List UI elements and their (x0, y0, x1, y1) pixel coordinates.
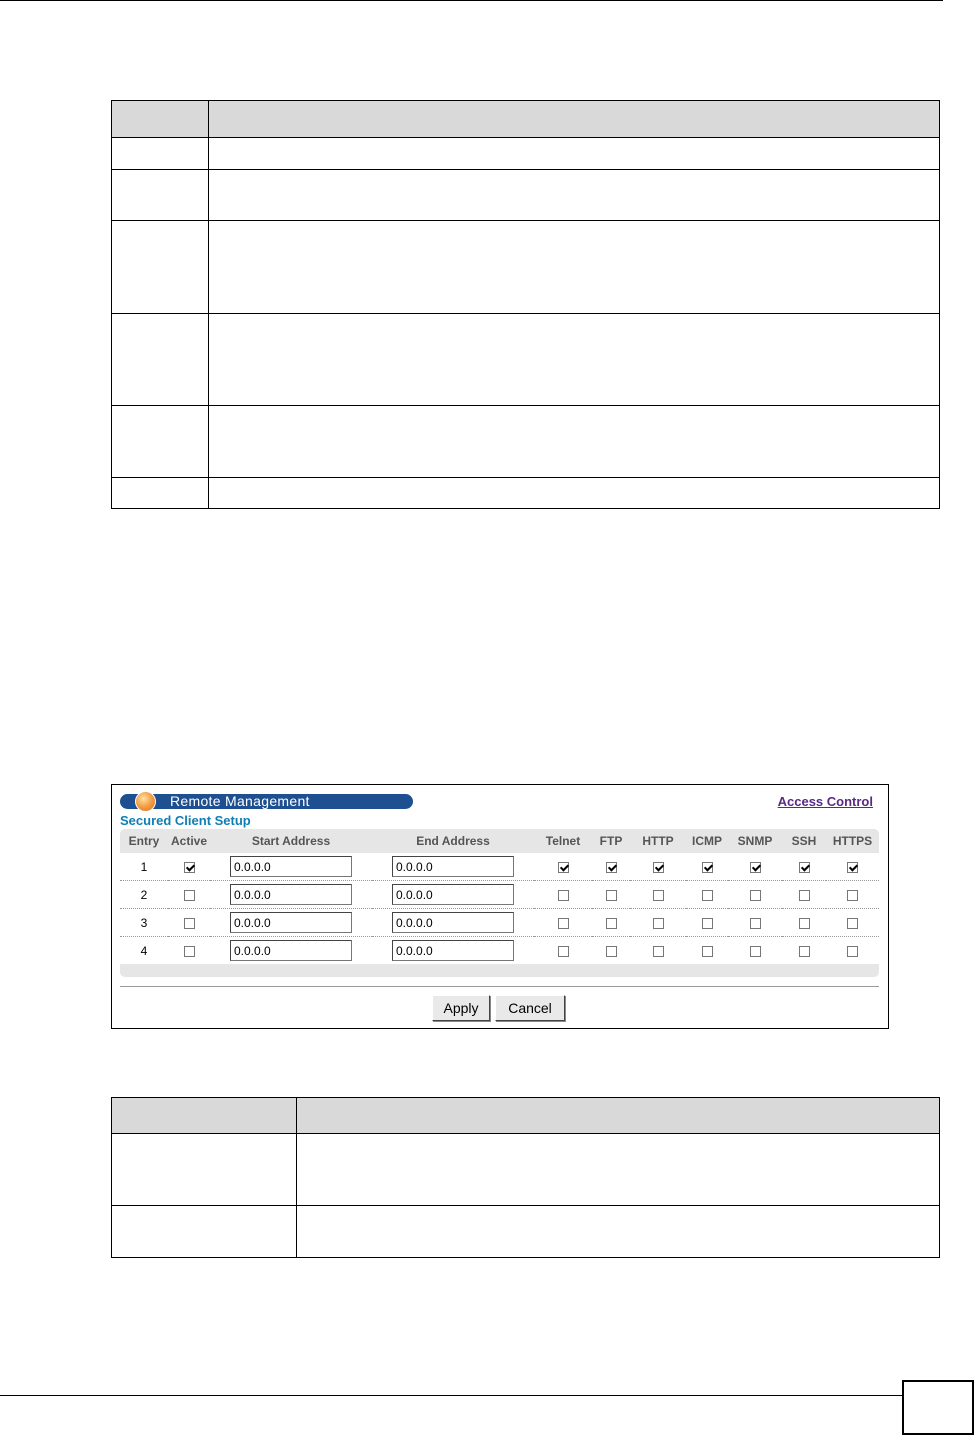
header-rule (0, 0, 943, 1)
apply-button[interactable]: Apply (432, 995, 490, 1021)
col-icmp: ICMP (692, 834, 722, 848)
grid-header-row (120, 829, 879, 853)
table-row (112, 170, 940, 221)
entry-number: 3 (140, 915, 148, 930)
col-ftp: FTP (599, 834, 623, 848)
entry-number: 1 (140, 859, 148, 874)
section-subtitle: Secured Client Setup (120, 813, 251, 828)
telnet-checkbox[interactable] (558, 890, 569, 901)
snmp-checkbox[interactable] (750, 918, 761, 929)
ftp-checkbox[interactable] (606, 890, 617, 901)
http-checkbox[interactable] (653, 946, 664, 957)
table-header-row (112, 101, 940, 138)
table-row (120, 937, 879, 965)
start-address-input[interactable] (230, 912, 352, 933)
table-row (120, 881, 879, 909)
snmp-checkbox[interactable] (750, 946, 761, 957)
ftp-checkbox[interactable] (606, 946, 617, 957)
cancel-button[interactable]: Cancel (495, 995, 565, 1021)
table-row (112, 314, 940, 406)
http-checkbox[interactable] (653, 918, 664, 929)
start-address-input[interactable] (230, 856, 352, 877)
table-row (112, 221, 940, 314)
field-description-table (111, 100, 940, 509)
table-row (120, 853, 879, 881)
telnet-checkbox[interactable] (558, 918, 569, 929)
icmp-checkbox[interactable] (702, 890, 713, 901)
active-checkbox[interactable] (184, 946, 195, 957)
start-address-input[interactable] (230, 940, 352, 961)
http-checkbox[interactable] (653, 890, 664, 901)
ssh-checkbox[interactable] (799, 890, 810, 901)
col-active: Active (170, 834, 208, 848)
https-checkbox[interactable] (847, 890, 858, 901)
icmp-checkbox[interactable] (702, 918, 713, 929)
ssh-checkbox[interactable] (799, 946, 810, 957)
end-address-input[interactable] (392, 940, 514, 961)
footer-rule (0, 1395, 902, 1396)
active-checkbox[interactable] (184, 862, 195, 873)
https-checkbox[interactable] (847, 862, 858, 873)
table-header-row (112, 1098, 940, 1134)
col-http: HTTP (642, 834, 674, 848)
ssh-checkbox[interactable] (799, 862, 810, 873)
entry-number: 4 (140, 943, 148, 958)
button-divider (120, 986, 879, 987)
table-row (112, 138, 940, 170)
icmp-checkbox[interactable] (702, 862, 713, 873)
col-https: HTTPS (832, 834, 873, 848)
snmp-checkbox[interactable] (750, 862, 761, 873)
table-row (112, 1134, 940, 1206)
col-end-address: End Address (416, 834, 490, 848)
secured-client-grid (120, 829, 879, 977)
label-description-table (111, 1097, 940, 1258)
http-checkbox[interactable] (653, 862, 664, 873)
ftp-checkbox[interactable] (606, 918, 617, 929)
end-address-input[interactable] (392, 856, 514, 877)
table-row (120, 909, 879, 937)
col-ssh: SSH (791, 834, 817, 848)
col-snmp: SNMP (737, 834, 773, 848)
page-number-box (902, 1380, 974, 1435)
https-checkbox[interactable] (847, 918, 858, 929)
table-row (112, 406, 940, 478)
start-address-input[interactable] (230, 884, 352, 905)
ftp-checkbox[interactable] (606, 862, 617, 873)
https-checkbox[interactable] (847, 946, 858, 957)
telnet-checkbox[interactable] (558, 946, 569, 957)
active-checkbox[interactable] (184, 890, 195, 901)
col-telnet: Telnet (545, 834, 581, 848)
table-row (112, 1206, 940, 1258)
ssh-checkbox[interactable] (799, 918, 810, 929)
table-row (112, 478, 940, 509)
telnet-checkbox[interactable] (558, 862, 569, 873)
icmp-checkbox[interactable] (702, 946, 713, 957)
entry-number: 2 (140, 887, 148, 902)
col-entry: Entry (128, 834, 160, 848)
title-bar (120, 794, 413, 809)
active-checkbox[interactable] (184, 918, 195, 929)
snmp-checkbox[interactable] (750, 890, 761, 901)
end-address-input[interactable] (392, 912, 514, 933)
access-control-link[interactable]: Access Control (777, 794, 873, 809)
panel-title: Remote Management (170, 793, 310, 809)
orb-icon (135, 791, 156, 812)
end-address-input[interactable] (392, 884, 514, 905)
col-start-address: Start Address (251, 834, 331, 848)
remote-management-panel (111, 784, 889, 1029)
